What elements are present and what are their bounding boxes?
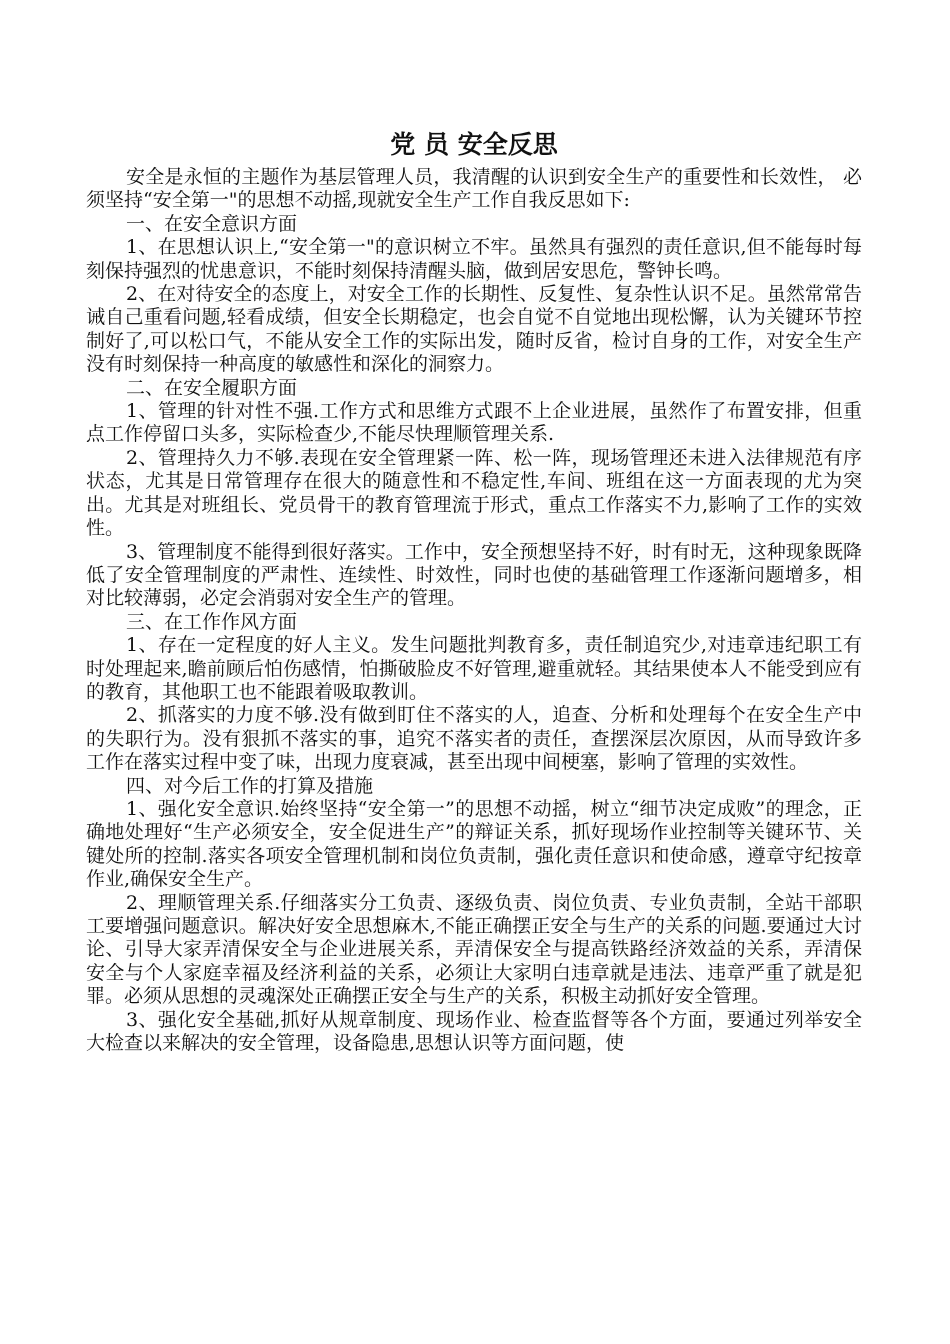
section-heading-3: 三、在工作作风方面 xyxy=(126,610,298,633)
paragraph: 2、抓落实的力度不够.没有做到盯住不落实的人，追查、分析和处理每个在安全生产中的失职行为。没有狠抓不落实的事，追究不落实者的责任，查摆深层次原因，从而导致许多工作在落实过程中变了味，出现力度衰减，甚至出现中间梗塞，影响了管理的实效性。 xyxy=(86,704,862,774)
document-title: 党 员 安全反思 xyxy=(390,130,558,159)
section-heading-1: 一、在安全意识方面 xyxy=(126,212,298,235)
paragraph: 1、管理的针对性不强.工作方式和思维方式跟不上企业进展，虽然作了布置安排，但重点工作停留口头多，实际检查少,不能尽快理顺管理关系. xyxy=(86,400,862,446)
paragraph: 2、理顺管理关系.仔细落实分工负责、逐级负责、岗位负责、专业负责制，全站干部职工要增强问题意识。解决好安全思想麻木,不能正确摆正安全与生产的关系的问题.要通过大讨论、引导大家弄清保安全与企业进展关系，弄清保安全与提高铁路经济效益的关系，弄清保安全与个人家庭幸福及经济利益的关系，必须让大家明白违章就是违法、违章严重了就是犯罪。必须从思想的灵魂深处正确摆正安全与生产的关系，积极主动抓好安全管理。 xyxy=(86,891,862,1008)
section-heading-4: 四、对今后工作的打算及措施 xyxy=(126,774,374,797)
paragraph: 1、在思想认识上,“安全第一"的意识树立不牢。虽然具有强烈的责任意识,但不能每时每刻保持强烈的忧患意识，不能时刻保持清醒头脑，做到居安思危，警钟长鸣。 xyxy=(86,236,862,282)
paragraph: 3、强化安全基础,抓好从规章制度、现场作业、检查监督等各个方面，要通过列举安全大检查以来解决的安全管理，设备隐患,思想认识等方面问题，使 xyxy=(86,1008,862,1055)
section-heading-2: 二、在安全履职方面 xyxy=(126,376,298,399)
paragraph: 1、存在一定程度的好人主义。发生问题批判教育多，责任制追究少,对违章违纪职工有时处理起来,瞻前顾后怕伤感情，怕撕破脸皮不好管理,避重就轻。其结果使本人不能受到应有的教育，其他职工也不能跟着吸取教训。 xyxy=(86,634,862,703)
paragraph: 3、管理制度不能得到很好落实。工作中，安全预想坚持不好，时有时无，这种现象既降低了安全管理制度的严肃性、连续性、时效性，同时也使的基础管理工作逐渐问题增多，相对比较薄弱，必定会消弱对安全生产的管理。 xyxy=(86,540,862,610)
paragraph: 1、强化安全意识.始终坚持“安全第一”的思想不动摇，树立“细节决定成败”的理念，正确地处理好“生产必须安全，安全促进生产”的辩证关系，抓好现场作业控制等关键环节、关键处所的控制.落实各项安全管理机制和岗位负责制，强化责任意识和使命感，遵章守纪按章作业,确保安全生产。 xyxy=(86,797,862,891)
paragraph: 2、在对待安全的态度上，对安全工作的长期性、反复性、复杂性认识不足。虽然常常告诫自己重看问题,轻看成绩，但安全长期稳定，也会自觉不自觉地出现松懈，认为关键环节控制好了,可以松口气，不能从安全工作的实际出发，随时反省，检讨自身的工作，对安全生产没有时刻保持一种高度的敏感性和深化的洞察力。 xyxy=(86,283,862,376)
paragraph: 2、管理持久力不够.表现在安全管理紧一阵、松一阵，现场管理还未进入法律规范有序状态，尤其是日常管理存在很大的随意性和不稳定性,车间、班组在这一方面表现的尤为突出。尤其是对班组长、党员骨干的教育管理流于形式，重点工作落实不力,影响了工作的实效性。 xyxy=(86,446,862,540)
intro-paragraph: 安全是永恒的主题作为基层管理人员，我清醒的认识到安全生产的重要性和长效性， 必须坚持“安全第一"的思想不动摇,现就安全生产工作自我反思如下: xyxy=(86,166,862,212)
document-page xyxy=(86,128,862,1055)
